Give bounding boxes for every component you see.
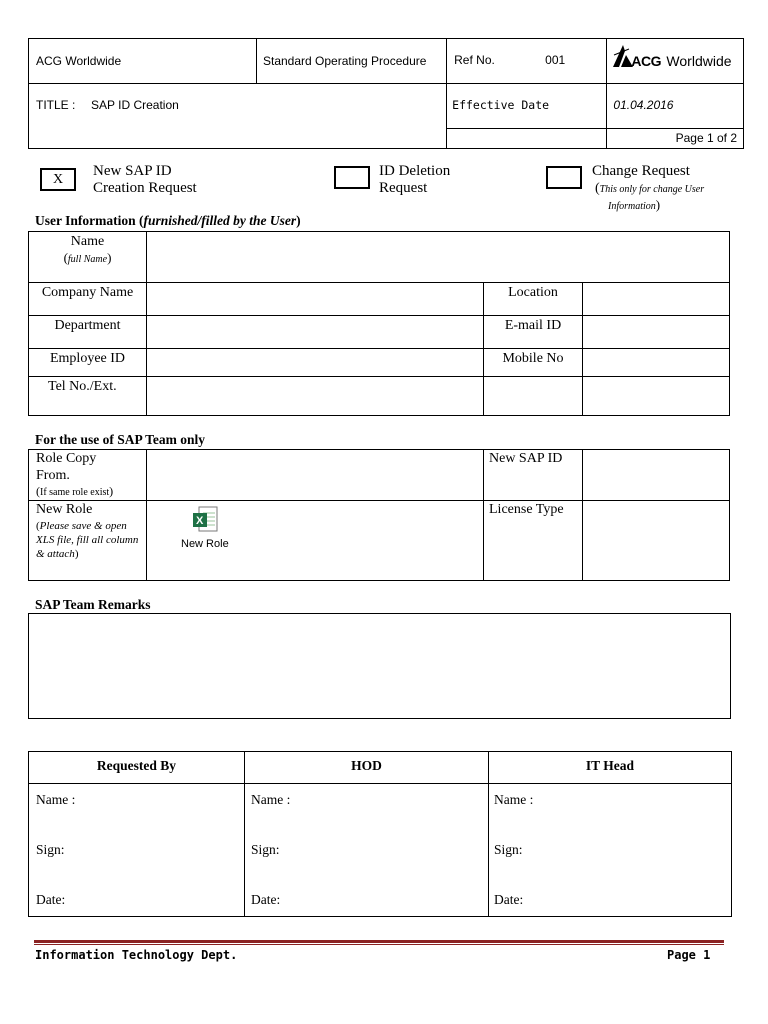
logo-cell [607, 39, 744, 84]
mobile-label: Mobile No [502, 351, 564, 366]
role-copy-label: Role Copy [36, 451, 97, 466]
company-label: Company Name [41, 285, 134, 300]
title-label: TITLE : [36, 98, 76, 112]
change-request-checkbox[interactable] [546, 166, 582, 189]
user-info-table [28, 231, 730, 416]
col-it-head: IT Head [489, 752, 732, 784]
name-label: Name [70, 234, 105, 249]
footer-dept: Information Technology Dept. [35, 948, 238, 962]
company-name: ACG Worldwide [36, 54, 122, 68]
ref-value: 001 [545, 53, 566, 67]
hod-sign: Sign: [251, 842, 280, 857]
empty-cell [447, 128, 607, 148]
logo-text-2: Worldwide [666, 53, 732, 69]
ref-label: Ref No. [454, 53, 495, 67]
requested-date: Date: [36, 892, 66, 907]
option-line1: Change Request [592, 163, 690, 179]
col-hod: HOD [245, 752, 489, 784]
id-deletion-checkbox[interactable] [334, 166, 370, 189]
option-note2: Information [608, 201, 656, 212]
new-role-note-wrap: (Please save & open XLS file, fill all column & attach) [36, 520, 139, 560]
location-label-cell [484, 283, 583, 316]
option-line1: New SAP ID [93, 163, 172, 179]
name-note-line: (full Name) [63, 250, 112, 265]
user-info-title-text: User Information [35, 213, 136, 228]
user-info-title: User Information (furnished/filled by the User) [35, 213, 301, 228]
company-field[interactable] [147, 283, 484, 316]
signoff-table [28, 751, 732, 917]
email-field[interactable] [583, 316, 730, 349]
logo-text: ACG [631, 53, 662, 69]
role-copy-label-2: From. [36, 468, 70, 483]
license-type-label-cell [484, 501, 583, 581]
title-value: SAP ID Creation [91, 98, 179, 112]
option-change-request [592, 163, 704, 214]
doc-type-cell [256, 39, 446, 84]
new-sap-id-label: New SAP ID [489, 451, 563, 466]
effective-value: 01.04.2016 [613, 98, 674, 112]
role-copy-field[interactable] [147, 450, 484, 501]
new-role-label: New Role [36, 502, 93, 517]
option-id-deletion [379, 163, 450, 197]
name-label-cell [29, 232, 147, 283]
svg-text:X: X [196, 515, 204, 527]
new-role-attachment-cell [147, 501, 484, 581]
user-info-title-note: furnished/filled by the User [143, 213, 297, 228]
new-role-label-cell [29, 501, 147, 581]
excel-attachment[interactable] [181, 505, 229, 550]
employee-id-label: Employee ID [49, 351, 126, 366]
page-cell [607, 128, 744, 148]
name-note: full Name [67, 254, 108, 265]
ref-cell [447, 39, 607, 84]
effective-label: Effective Date [452, 98, 550, 112]
email-label-cell [484, 316, 583, 349]
tel-extra-cell-2[interactable] [583, 377, 730, 416]
option-line2: Request [379, 180, 428, 196]
department-label: Department [54, 318, 121, 333]
remarks-box[interactable] [28, 613, 731, 719]
new-role-note: Please save & open XLS file, fill all column & attach [36, 520, 139, 560]
it-head-name: Name : [494, 792, 534, 807]
footer-rule [34, 940, 724, 943]
hod-cell[interactable] [245, 784, 489, 917]
tel-field[interactable] [147, 377, 484, 416]
page-count: Page 1 of 2 [675, 130, 737, 145]
company-label-cell [29, 283, 147, 316]
hod-name: Name : [251, 792, 291, 807]
new-sap-id-label-cell [484, 450, 583, 501]
option-new-sap-id [93, 163, 197, 197]
it-head-sign: Sign: [494, 842, 523, 857]
department-label-cell [29, 316, 147, 349]
header-table [28, 38, 744, 149]
option-note-line2: Information) [608, 197, 661, 212]
tel-label-cell [29, 377, 147, 416]
role-copy-label-cell [29, 450, 147, 501]
location-label: Location [508, 285, 558, 300]
tel-extra-cell[interactable] [484, 377, 583, 416]
title-cell [29, 84, 447, 149]
mobile-label-cell [484, 349, 583, 377]
sap-team-table [28, 449, 730, 581]
employee-id-label-cell [29, 349, 147, 377]
excel-file-icon [191, 505, 219, 535]
new-sap-id-field[interactable] [583, 450, 730, 501]
department-field[interactable] [147, 316, 484, 349]
col-requested-by: Requested By [29, 752, 245, 784]
effective-value-cell [607, 84, 744, 129]
employee-id-field[interactable] [147, 349, 484, 377]
option-line2: Creation Request [93, 180, 197, 196]
role-note-line: (If same role exist) [36, 484, 114, 498]
it-head-cell[interactable] [489, 784, 732, 917]
new-sap-id-checkbox[interactable] [40, 168, 76, 191]
sap-team-title: For the use of SAP Team only [35, 432, 206, 447]
doc-type: Standard Operating Procedure [262, 54, 427, 68]
remarks-title: SAP Team Remarks [35, 597, 151, 612]
company-cell [29, 39, 257, 84]
requested-by-cell[interactable] [29, 784, 245, 917]
mobile-field[interactable] [583, 349, 730, 377]
hod-date: Date: [251, 892, 281, 907]
location-field[interactable] [583, 283, 730, 316]
checkbox-mark: X [52, 172, 64, 187]
requested-sign: Sign: [36, 842, 65, 857]
it-head-date: Date: [494, 892, 524, 907]
footer-page: Page 1 [667, 948, 711, 962]
tel-label: Tel No./Ext. [48, 379, 117, 394]
role-note: If same role exist [40, 487, 110, 498]
attachment-label: New Role [181, 538, 229, 550]
effective-label-cell [447, 84, 607, 129]
acg-logo [607, 39, 743, 83]
option-note-line: (This only for change User [595, 181, 705, 196]
license-type-field[interactable] [583, 501, 730, 581]
option-line1: ID Deletion [379, 163, 451, 179]
license-type-label: License Type [489, 502, 564, 517]
name-field[interactable] [147, 232, 730, 283]
option-note: This only for change User [599, 184, 705, 195]
email-label: E-mail ID [504, 318, 562, 333]
footer-rule-thin [34, 944, 724, 945]
requested-name: Name : [36, 792, 76, 807]
